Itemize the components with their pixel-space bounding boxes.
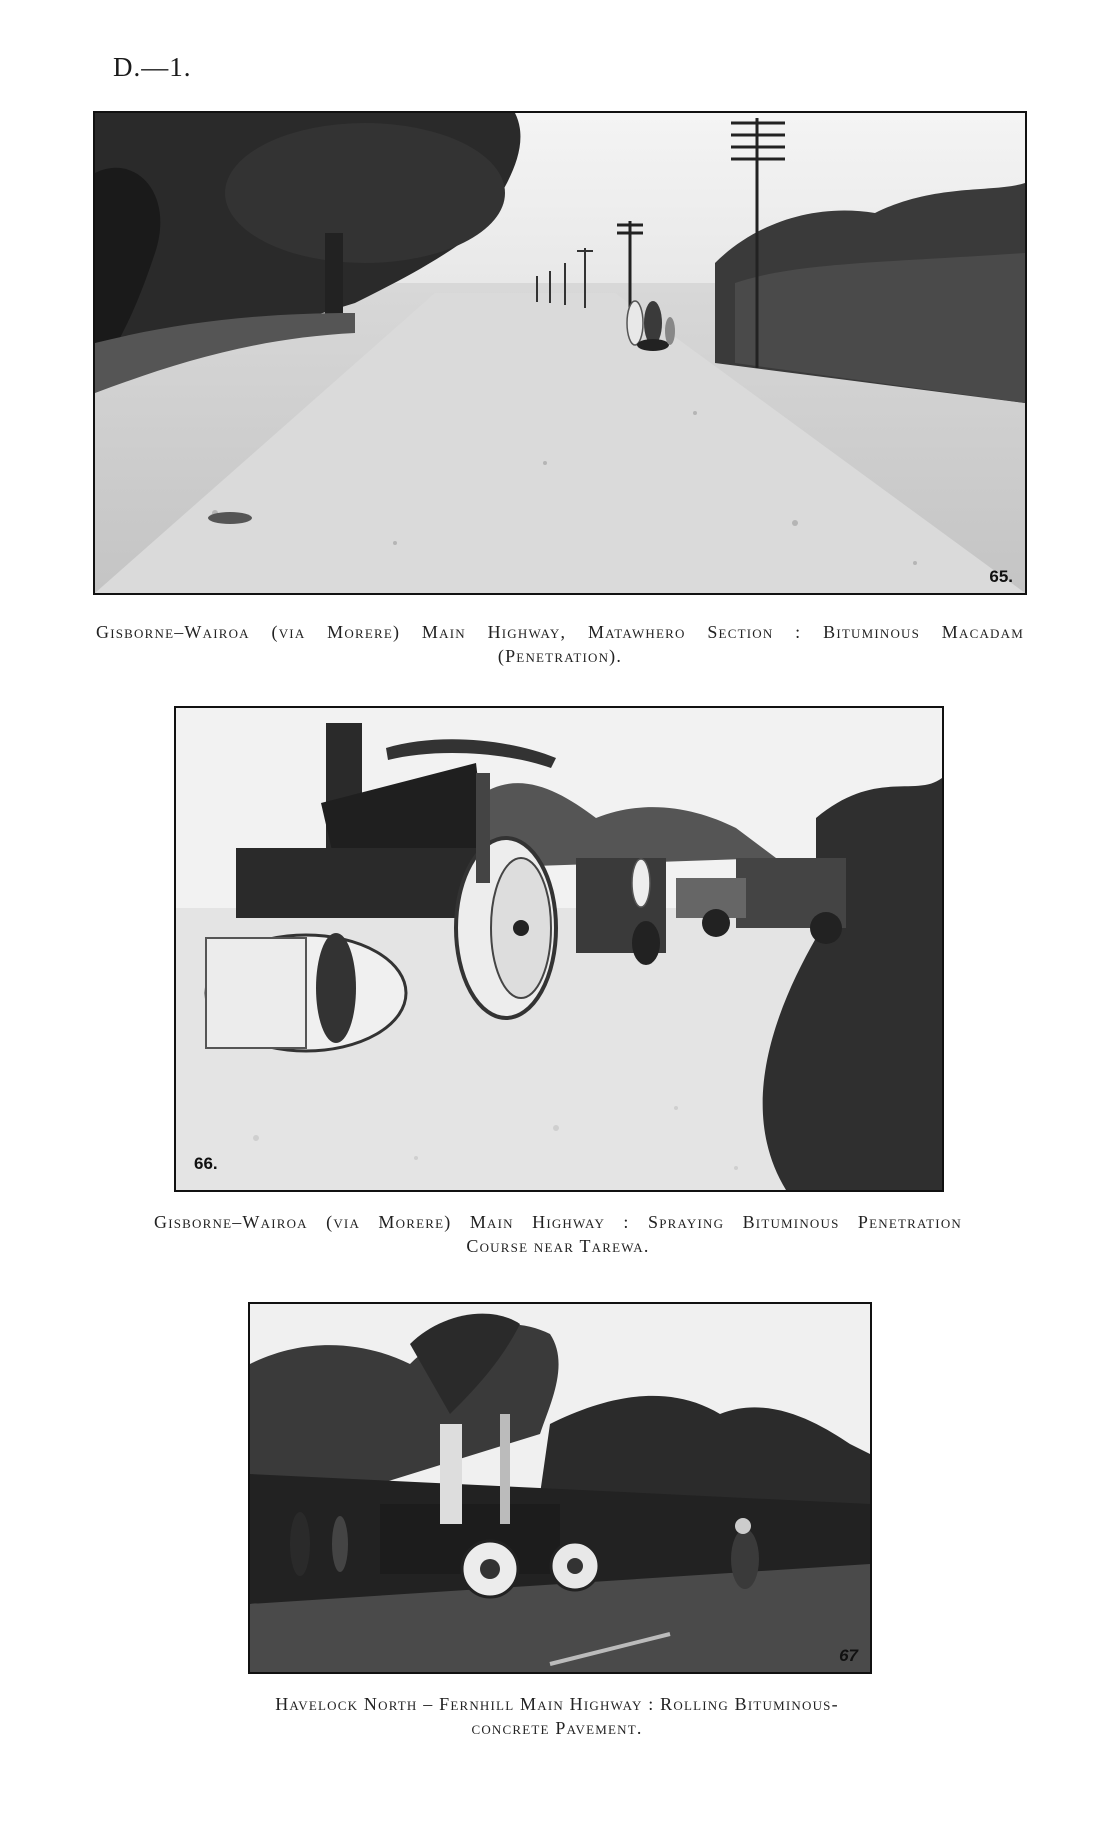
caption-line: (Penetration). [497, 646, 623, 666]
plate-number: 67 [839, 1646, 858, 1665]
photograph-steam-roller [174, 706, 944, 1192]
caption-line: concrete Pavement. [471, 1718, 643, 1738]
rolling-pavement-illustration [250, 1304, 870, 1672]
photograph-road-matawhero [93, 111, 1027, 595]
plate-number: 66. [194, 1154, 218, 1173]
caption-line: Gisborne–Wairoa (via Morere) Main Highway : Spraying Bituminous Penetration [154, 1212, 962, 1232]
road-scene-illustration [95, 113, 1025, 593]
steam-roller-illustration [176, 708, 942, 1190]
photo-caption [180, 1692, 934, 1740]
photo-caption [154, 1210, 962, 1258]
caption-line: Gisborne–Wairoa (via Morere) Main Highway, Matawhero Section : Bituminous Macadam [96, 622, 1024, 642]
plate-number: 65. [989, 567, 1013, 586]
page-header: D.—1. [113, 52, 192, 82]
photograph-rolling-pavement [248, 1302, 872, 1674]
photo-caption [96, 620, 1024, 668]
caption-line: Course near Tarewa. [466, 1236, 650, 1256]
caption-line: Havelock North – Fernhill Main Highway : Rolling Bituminous- [275, 1694, 839, 1714]
